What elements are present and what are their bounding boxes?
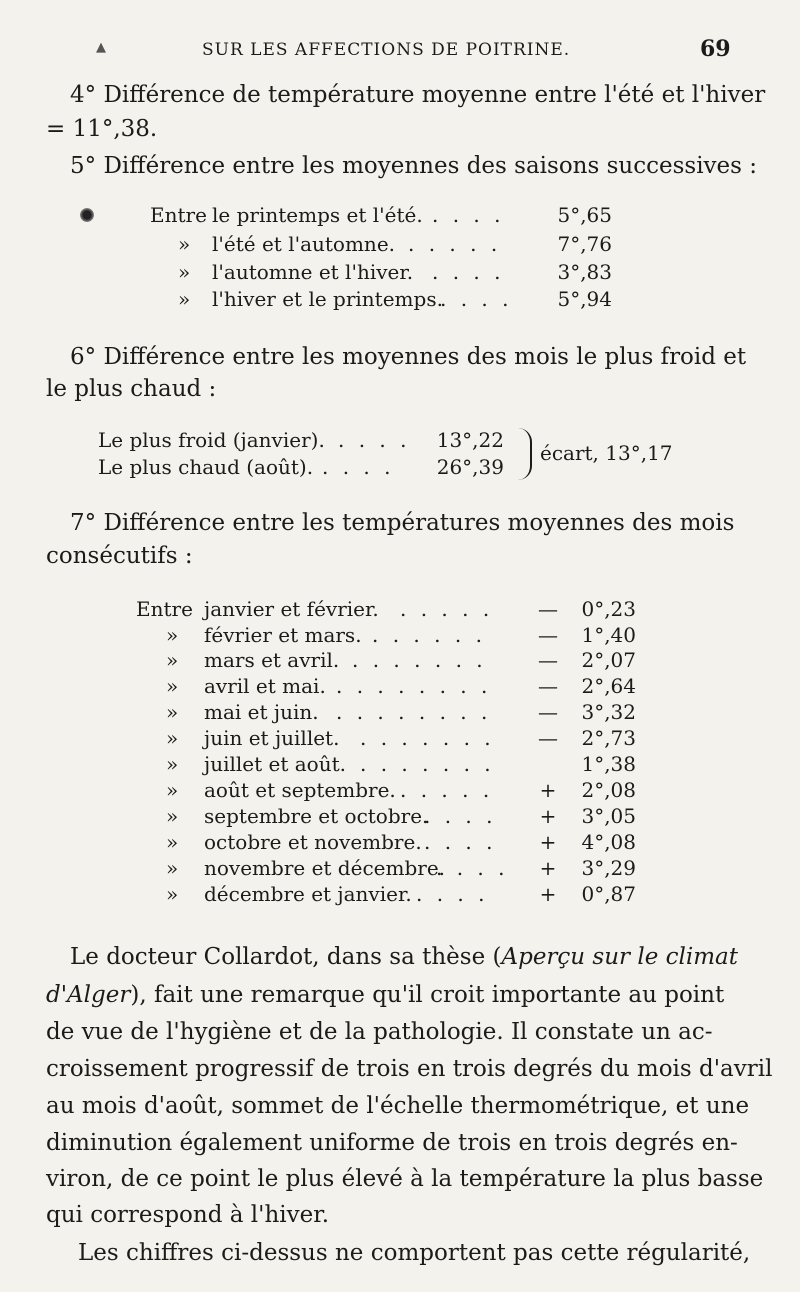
month-row-dots: . . . .	[424, 804, 497, 828]
month-row-value: 2°,73	[581, 726, 636, 750]
season-row-label: l'automne et l'hiver.	[212, 260, 414, 284]
season-row-dots: . . . . .	[408, 232, 502, 256]
season-row-dots: . . . .	[432, 203, 505, 227]
month-row-value: 0°,23	[581, 597, 636, 621]
season-row-prefix: »	[178, 260, 191, 284]
paragraph1-line6: diminution également uniforme de trois en trois degrés en-	[46, 1130, 738, 1156]
month-row-value: 3°,29	[581, 856, 636, 880]
month-row-sign: —	[538, 648, 558, 672]
item7-line1: 7° Différence entre les températures moyennes des mois	[70, 510, 735, 536]
month-row-prefix: »	[166, 830, 179, 854]
month-row-sign: —	[538, 597, 558, 621]
item7-line2: consécutifs :	[46, 543, 193, 569]
month-row-sign: —	[538, 674, 558, 698]
season-row-label: l'hiver et le printemps.	[212, 287, 443, 311]
month-row-dots: . . . .	[436, 856, 509, 880]
season-row-value: 3°,83	[557, 260, 612, 284]
month-row-prefix: »	[166, 856, 179, 880]
thesis-title: Aperçu sur le climat	[501, 944, 738, 970]
month-row-prefix: »	[166, 674, 179, 698]
paragraph1-line3: de vue de l'hygiène et de la pathologie. Il constate un ac-	[46, 1019, 713, 1045]
month-row-prefix: »	[166, 804, 179, 828]
month-row-label: novembre et décembre.	[204, 856, 446, 880]
item4-line2: = 11°,38.	[46, 116, 158, 142]
month-row-sign: +	[539, 804, 557, 828]
month-row-label: septembre et octobre.	[204, 804, 429, 828]
month-row-prefix: »	[166, 726, 179, 750]
month-row-dots: . . . . . .	[372, 623, 486, 647]
item5-heading: 5° Différence entre les moyennes des saisons successives :	[70, 153, 758, 179]
paragraph1-line1	[70, 944, 738, 970]
extreme-row-label: Le plus chaud (août).	[98, 455, 314, 479]
paragraph-text: Le docteur Collardot, dans sa thèse (	[70, 944, 502, 970]
month-row-prefix: »	[166, 700, 179, 724]
month-row-value: 2°,07	[581, 648, 636, 672]
extreme-row-dots: . . . .	[322, 455, 395, 479]
month-row-value: 2°,64	[581, 674, 636, 698]
month-row-label: août et septembre.	[204, 778, 396, 802]
month-row-value: 2°,08	[581, 778, 636, 802]
item6-line2: le plus chaud :	[46, 376, 217, 402]
month-row-prefix: »	[166, 882, 179, 906]
month-row-dots: . . . . .	[400, 778, 494, 802]
month-row-sign: +	[539, 778, 557, 802]
month-row-dots: . . . .	[424, 830, 497, 854]
month-row-label: mai et juin.	[204, 700, 319, 724]
month-row-prefix: »	[166, 778, 179, 802]
paragraph1-line2	[46, 982, 724, 1008]
month-row-dots: . . . . . . . .	[336, 674, 492, 698]
season-row-dots: . . . .	[440, 287, 513, 311]
month-row-label: mars et avril.	[204, 648, 340, 672]
month-row-sign: —	[538, 726, 558, 750]
season-row-value: 5°,65	[557, 203, 612, 227]
month-row-dots: . . . . . . . .	[336, 700, 492, 724]
month-row-sign: +	[539, 830, 557, 854]
extreme-row-label: Le plus froid (janvier).	[98, 428, 325, 452]
month-row-label: janvier et février.	[204, 597, 379, 621]
month-row-prefix: »	[166, 623, 179, 647]
month-row-dots: . . . . . . .	[352, 648, 487, 672]
month-row-dots: . . . . . . .	[360, 726, 495, 750]
item6-line1: 6° Différence entre les moyennes des mois le plus froid et	[70, 344, 747, 370]
season-row-prefix: »	[178, 232, 191, 256]
month-row-label: juin et juillet.	[204, 726, 340, 750]
month-row-value: 0°,87	[581, 882, 636, 906]
paragraph1-line4: croissement progressif de trois en trois degrés du mois d'avril	[46, 1056, 773, 1082]
extreme-row-dots: . . . .	[338, 428, 411, 452]
running-title: SUR LES AFFECTIONS DE POITRINE.	[202, 40, 571, 60]
thesis-title: d'Alger	[46, 982, 131, 1008]
paragraph2-line1: Les chiffres ci-dessus ne comportent pas cette régularité,	[78, 1240, 751, 1266]
month-row-label: décembre et janvier.	[204, 882, 412, 906]
paragraph-text: ), fait une remarque qu'il croit importante au point	[130, 982, 725, 1008]
month-row-dots: . . . .	[416, 882, 489, 906]
brace-icon	[518, 428, 532, 480]
extreme-gap: écart, 13°,17	[540, 441, 673, 465]
month-row-value: 4°,08	[581, 830, 636, 854]
month-row-value: 3°,05	[581, 804, 636, 828]
month-row-prefix: Entre	[136, 597, 193, 621]
month-row-value: 3°,32	[581, 700, 636, 724]
season-row-dots: . . . .	[432, 260, 505, 284]
season-row-value: 5°,94	[557, 287, 612, 311]
paragraph1-line8: qui correspond à l'hiver.	[46, 1202, 330, 1228]
month-row-sign: +	[539, 882, 557, 906]
month-row-label: octobre et novembre.	[204, 830, 422, 854]
item4-line1: 4° Différence de température moyenne entre l'été et l'hiver	[70, 82, 766, 108]
extreme-row-value: 26°,39	[436, 455, 504, 479]
month-row-value: 1°,40	[581, 623, 636, 647]
ink-blot-icon	[80, 208, 94, 222]
month-row-prefix: »	[166, 752, 179, 776]
month-row-label: juillet et août.	[204, 752, 346, 776]
page-number: 69	[700, 36, 731, 62]
month-row-sign: —	[538, 623, 558, 647]
month-row-dots: . . . . . . .	[360, 752, 495, 776]
ornament-icon: ▲	[96, 40, 106, 55]
month-row-prefix: »	[166, 648, 179, 672]
extreme-row-value: 13°,22	[436, 428, 504, 452]
month-row-label: avril et mai.	[204, 674, 326, 698]
month-row-value: 1°,38	[581, 752, 636, 776]
month-row-sign: —	[538, 700, 558, 724]
season-row-label: le printemps et l'été.	[212, 203, 423, 227]
month-row-label: février et mars.	[204, 623, 362, 647]
season-row-prefix: »	[178, 287, 191, 311]
month-row-sign: +	[539, 856, 557, 880]
season-row-value: 7°,76	[557, 232, 612, 256]
month-row-dots: . . . . .	[400, 597, 494, 621]
paragraph1-line7: viron, de ce point le plus élevé à la température la plus basse	[46, 1166, 764, 1192]
season-row-prefix: Entre	[150, 203, 207, 227]
season-row-label: l'été et l'automne.	[212, 232, 396, 256]
paragraph1-line5: au mois d'août, sommet de l'échelle thermométrique, et une	[46, 1093, 750, 1119]
